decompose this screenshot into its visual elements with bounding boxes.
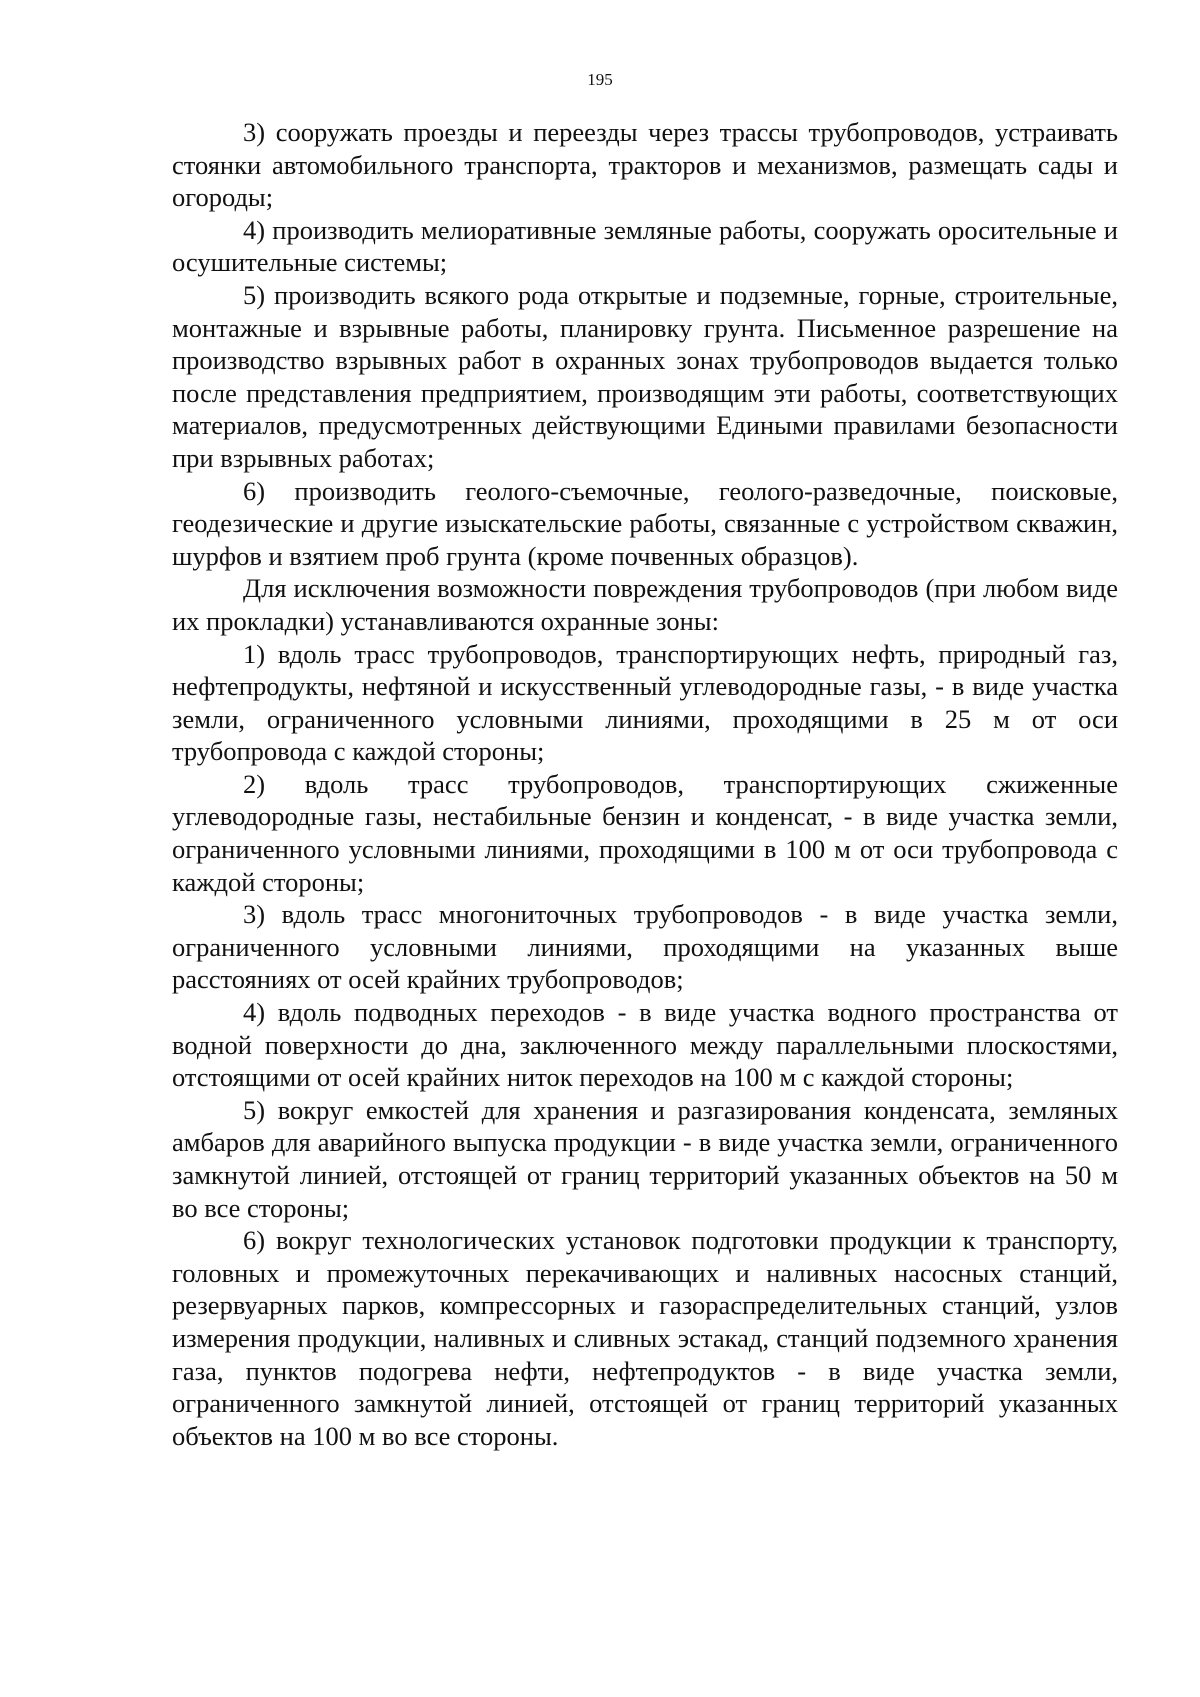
paragraph-item-4-land-reclamation: 4) производить мелиоративные земляные работы, сооружать оросительные и осушительные системы; (172, 214, 1118, 278)
paragraph-item-5-excavation-works: 5) производить всякого рода открытые и подземные, горные, строительные, монтажные и взрывные работы, планировку грунта. Письменное разрешение на производство взрывных работ в охранных зонах трубопроводов выдается только после представления предприятием, производящим эти работы, соответствующих материалов, предусмотренных действующими Едиными правилами безопасности при взрывных работах; (172, 279, 1118, 473)
paragraph-zone-1-oil-gas-pipelines: 1) вдоль трасс трубопроводов, транспортирующих нефть, природный газ, нефтепродукты, нефтяной и искусственный углеводородные газы, - в виде участка земли, ограниченного условными линиями, проходящими в 25 м от оси трубопровода с каждой стороны; (172, 638, 1118, 767)
paragraph-item-6-survey-works: 6) производить геолого-съемочные, геолого-разведочные, поисковые, геодезические и другие изыскательские работы, связанные с устройством скважин, шурфов и взятием проб грунта (кроме почвенных образцов). (172, 475, 1118, 571)
paragraph-protection-zones-intro: Для исключения возможности повреждения трубопроводов (при любом виде их прокладки) устанавливаются охранные зоны: (172, 573, 1118, 636)
paragraph-zone-2-liquefied-gas-pipelines: 2) вдоль трасс трубопроводов, транспортирующих сжиженные углеводородные газы, нестабильные бензин и конденсат, - в виде участка земли, ограниченного условными линиями, проходящими в 100 м от оси трубопровода с каждой стороны; (172, 768, 1118, 897)
paragraph-zone-6-technological-installations: 6) вокруг технологических установок подготовки продукции к транспорту, головных и промежуточных перекачивающих и наливных насосных станций, резервуарных парков, компрессорных и газораспределительных станций, узлов измерения продукции, наливных и сливных эстакад, станций подземного хранения газа, пунктов подогрева нефти, нефтепродуктов - в виде участка земли, ограниченного замкнутой линией, отстоящей от границ территорий указанных объектов на 100 м во все стороны. (172, 1225, 1118, 1451)
page-number: 195 (587, 70, 613, 89)
paragraph-zone-4-underwater-crossings: 4) вдоль подводных переходов - в виде участка водного пространства от водной поверхности до дна, заключенного между параллельными плоскостями, отстоящими от осей крайних ниток переходов на 100 м с каждой стороны; (172, 997, 1118, 1093)
paragraph-item-3-roads: 3) сооружать проезды и переезды через трассы трубопроводов, устраивать стоянки автомобильного транспорта, тракторов и механизмов, размещать сады и огороды; (172, 117, 1118, 213)
body-text (172, 116, 1118, 1452)
paragraph-zone-3-multi-line-pipelines: 3) вдоль трасс многониточных трубопроводов - в виде участка земли, ограниченного условными линиями, проходящими на указанных выше расстояниях от осей крайних трубопроводов; (172, 899, 1118, 995)
paragraph-zone-5-condensate-tanks: 5) вокруг емкостей для хранения и разгазирования конденсата, земляных амбаров для аварийного выпуска продукции - в виде участка земли, ограниченного замкнутой линией, отстоящей от границ территорий указанных объектов на 50 м во все стороны; (172, 1094, 1118, 1223)
